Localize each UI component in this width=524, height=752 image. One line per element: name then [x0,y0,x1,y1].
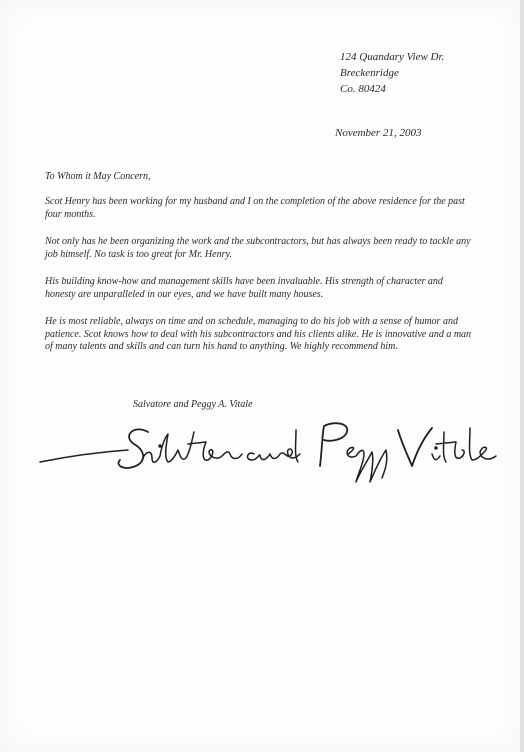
signature-S [118,429,148,468]
sender-address [340,49,444,97]
signature-dot [159,445,161,447]
signature-itale [432,428,496,462]
salutation: To Whom it May Concern, [45,171,151,182]
signature-and [248,430,300,462]
paragraph-3: His building know-how and management skills have been invaluable. His strength of character and honesty are unparalleled in our eyes, and we have built many houses. [45,276,443,300]
closing-name: Salvatore and Peggy A. Vitale [133,399,253,410]
signature-eggy [347,447,387,482]
letter-date: November 21, 2003 [335,127,422,139]
handwritten-signature [30,410,500,490]
paragraph-2: Not only has he been organizing the work and the subcontractors, but has always been ready to tackle any job himself. No task is too great for Mr. Henry. [45,236,471,260]
signature-alvatore [142,432,242,462]
address-line-state-zip: Co. 80424 [340,83,386,95]
paragraph-4: He is most reliable, always on time and on schedule, managing to do his job with a sense of humor and patience. Scot knows how to deal with his subcontractors and his clients alike. He is innovative and a man of many talents and skills and can turn his hand to anything. We highly recommend him. [45,316,472,352]
address-line-street: 124 Quandary View Dr. [340,51,445,63]
paragraph-1: Scot Henry has been working for my husband and I on the completion of the above residence for the past four months. [45,196,465,220]
signature-P [320,423,347,466]
signature-dot [435,447,437,449]
signature-lead-stroke [40,450,128,462]
signature-drawing [30,410,500,490]
address-line-city: Breckenridge [340,67,399,79]
signature-V [398,428,432,466]
letter-body [45,196,475,369]
